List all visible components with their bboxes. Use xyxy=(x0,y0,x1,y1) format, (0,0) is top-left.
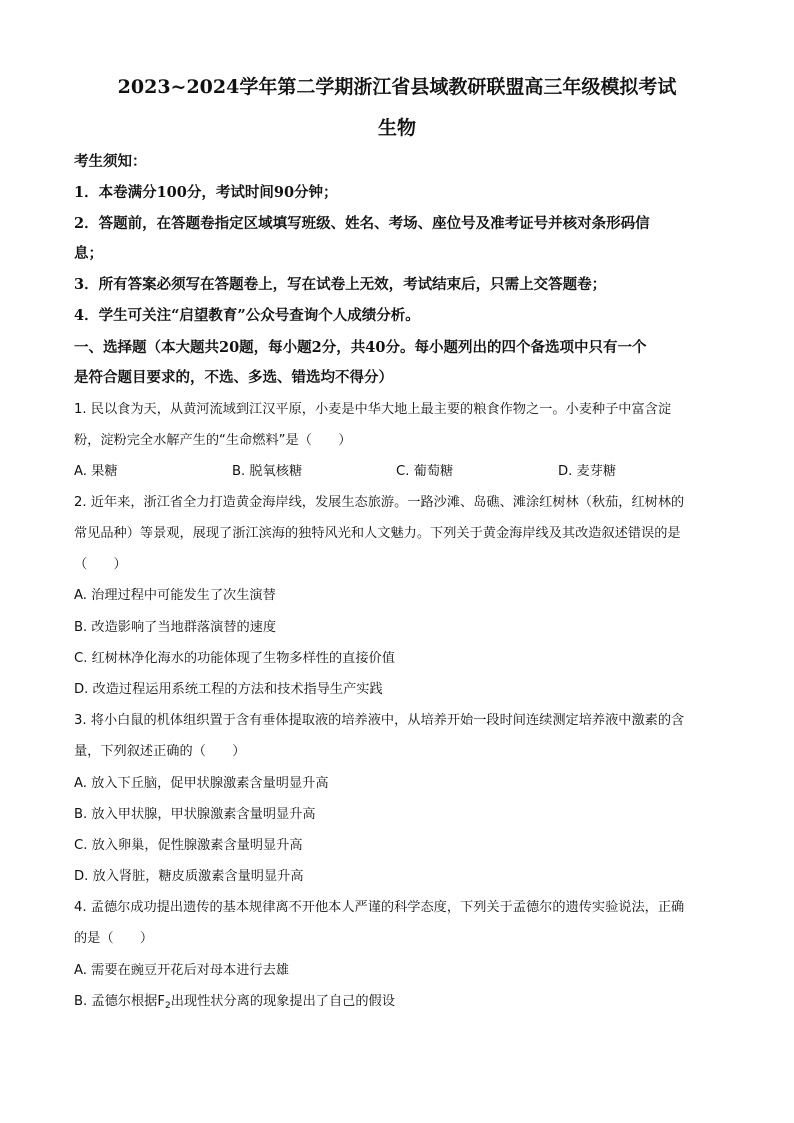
q2-option-c: C. 红树林净化海水的功能体现了生物多样性的直接价值 xyxy=(74,651,395,666)
q3-option-d: D. 放入肾脏，糖皮质激素含量明显升高 xyxy=(74,869,304,884)
q3-stem-line-1: 3. 将小白鼠的机体组织置于含有垂体提取液的培养液中，从培养开始一段时间连续测定培养液中激素的含 xyxy=(74,713,685,728)
exam-subject: 生物 xyxy=(377,117,416,139)
q4-stem-line-2: 的是（ ） xyxy=(74,931,154,946)
notice-item-2: 2．答题前，在答题卷指定区域填写班级、姓名、考场、座位号及准考证号并核对条形码信 xyxy=(74,215,650,232)
q4-option-b-text: 出现性状分离的现象提出了自己的假设 xyxy=(170,994,395,1009)
q4-option-a: A. 需要在豌豆开花后对母本进行去雄 xyxy=(74,963,289,978)
q4-option-b xyxy=(74,992,724,1016)
q2-stem-line-1: 2. 近年来，浙江省全力打造黄金海岸线，发展生态旅游。一路沙滩、岛礁、滩涂红树林（秋茄，红树林的 xyxy=(74,495,685,510)
q1-option-b: B. 脱氧核糖 xyxy=(232,464,303,479)
notice-heading: 考生须知： xyxy=(74,153,147,170)
q1-option-d: D. 麦芽糖 xyxy=(558,464,617,479)
q1-stem-line-1: 1. 民以食为天，从黄河流域到江汉平原，小麦是中华大地上最主要的粮食作物之一。小麦种子中富含淀 xyxy=(74,402,672,417)
q2-option-d: D. 改造过程运用系统工程的方法和技术指导生产实践 xyxy=(74,682,383,697)
notice-item-3: 3．所有答案必须写在答题卷上，写在试卷上无效，考试结束后，只需上交答题卷； xyxy=(74,276,607,293)
exam-title: 2023~2024学年第二学期浙江省县域教研联盟高三年级模拟考试 xyxy=(117,76,677,98)
notice-item-4: 4．学生可关注“启望教育”公众号查询个人成绩分析。 xyxy=(74,307,420,324)
notice-item-2-cont: 息； xyxy=(74,245,103,262)
q2-option-b: B. 改造影响了当地群落演替的速度 xyxy=(74,620,277,635)
q4-option-b-prefix: B. 孟德尔根据F xyxy=(74,994,165,1009)
q3-option-a: A. 放入下丘脑，促甲状腺激素含量明显升高 xyxy=(74,776,329,791)
q2-stem-line-3: （ ） xyxy=(74,557,127,572)
q1-stem-line-2: 粉，淀粉完全水解产生的“生命燃料”是（ ） xyxy=(74,433,352,448)
q3-option-c: C. 放入卵巢，促性腺激素含量明显升高 xyxy=(74,838,303,853)
notice-item-1: 1．本卷满分100分，考试时间90分钟； xyxy=(74,184,338,201)
q3-stem-line-2: 量，下列叙述正确的（ ） xyxy=(74,744,246,759)
q1-option-a: A. 果糖 xyxy=(74,464,118,479)
q3-option-b: B. 放入甲状腺，甲状腺激素含量明显升高 xyxy=(74,807,316,822)
q2-option-a: A. 治理过程中可能发生了次生演替 xyxy=(74,588,276,603)
section-heading-line-2: 是符合题目要求的，不选、多选、错选均不得分） xyxy=(74,369,393,386)
q2-stem-line-2: 常见品种）等景观，展现了浙江滨海的独特风光和人文魅力。下列关于黄金海岸线及其改造叙述错误的是 xyxy=(74,526,681,541)
q1-option-c: C. 葡萄糖 xyxy=(396,464,454,479)
section-heading-line-1: 一、选择题（本大题共20题，每小题2分，共40分。每小题列出的四个备选项中只有一个 xyxy=(74,339,647,356)
q4-stem-line-1: 4. 孟德尔成功提出遗传的基本规律离不开他本人严谨的科学态度，下列关于孟德尔的遗传实验说法，正确 xyxy=(74,900,685,915)
q4-option-b-subscript: 2 xyxy=(164,1001,171,1011)
